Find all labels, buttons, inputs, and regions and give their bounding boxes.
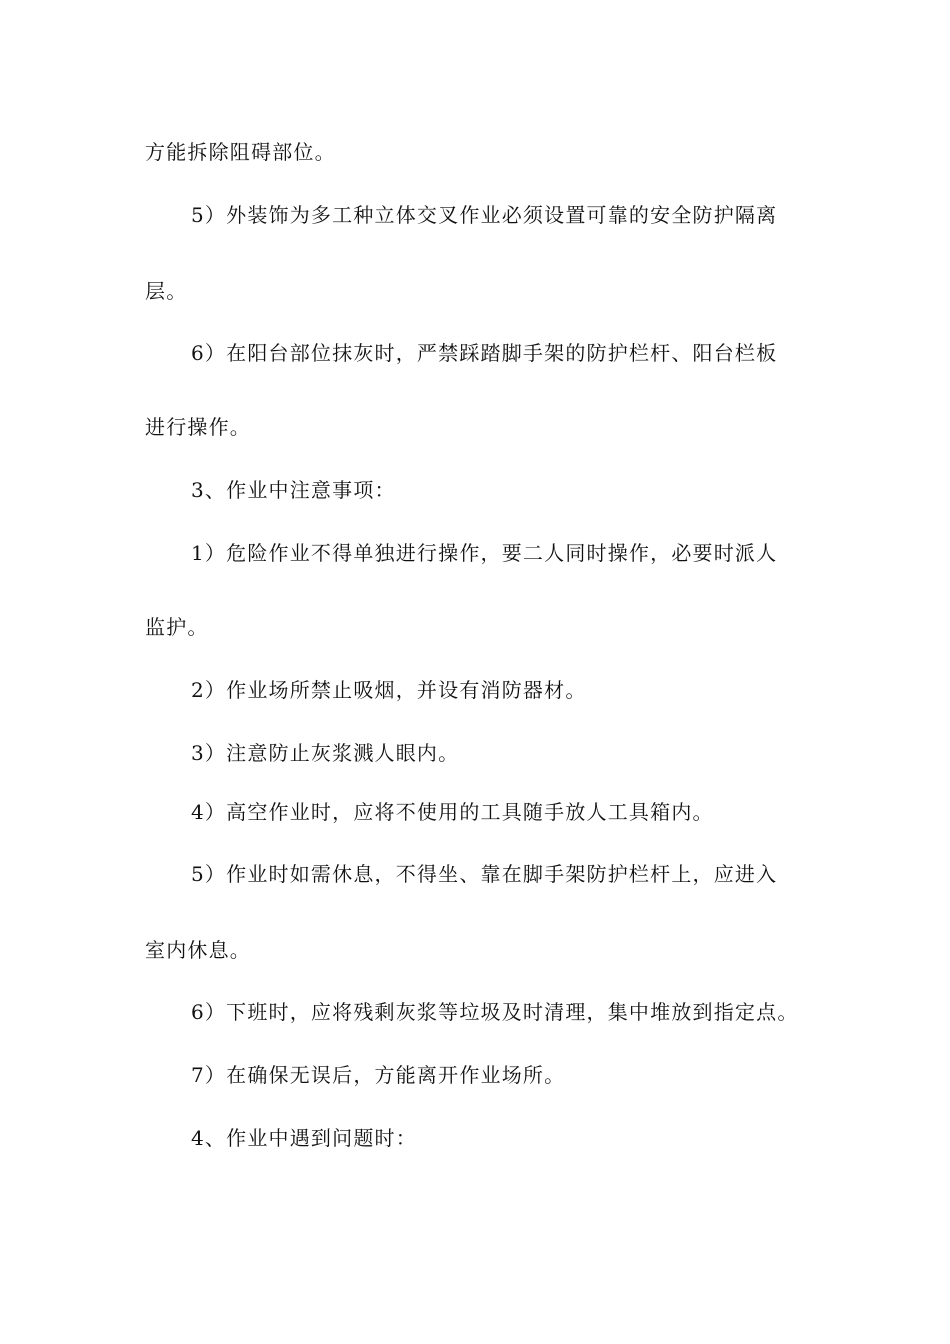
section-heading-4-problems: 4、作业中遇到问题时： (191, 1126, 417, 1150)
text-line-continuation: 室内休息。 (145, 938, 251, 962)
text-line-continuation: 监护。 (145, 615, 209, 639)
list-item-5-rest: 5）作业时如需休息，不得坐、靠在脚手架防护栏杆上，应进入 (191, 862, 778, 886)
list-item-6-balcony-plastering: 6）在阳台部位抹灰时，严禁踩踏脚手架的防护栏杆、阳台栏板 (191, 341, 778, 365)
list-item-5-exterior-decoration: 5）外装饰为多工种立体交叉作业必须设置可靠的安全防护隔离 (191, 203, 778, 227)
list-item-3-eye-protection: 3）注意防止灰浆溅人眼内。 (191, 741, 460, 765)
text-line-continuation: 进行操作。 (145, 415, 251, 439)
list-item-6-cleanup: 6）下班时，应将残剩灰浆等垃圾及时清理，集中堆放到指定点。 (191, 1000, 799, 1024)
list-item-4-tool-box: 4）高空作业时，应将不使用的工具随手放人工具箱内。 (191, 800, 714, 824)
list-item-1-dangerous-work: 1）危险作业不得单独进行操作，要二人同时操作，必要时派人 (191, 541, 778, 565)
section-heading-3-precautions: 3、作业中注意事项： (191, 478, 396, 502)
text-line-continuation: 方能拆除阻碍部位。 (145, 140, 336, 164)
list-item-7-leave-site: 7）在确保无误后，方能离开作业场所。 (191, 1063, 566, 1087)
text-line-continuation: 层。 (145, 279, 188, 303)
list-item-2-no-smoking: 2）作业场所禁止吸烟，并设有消防器材。 (191, 678, 587, 702)
